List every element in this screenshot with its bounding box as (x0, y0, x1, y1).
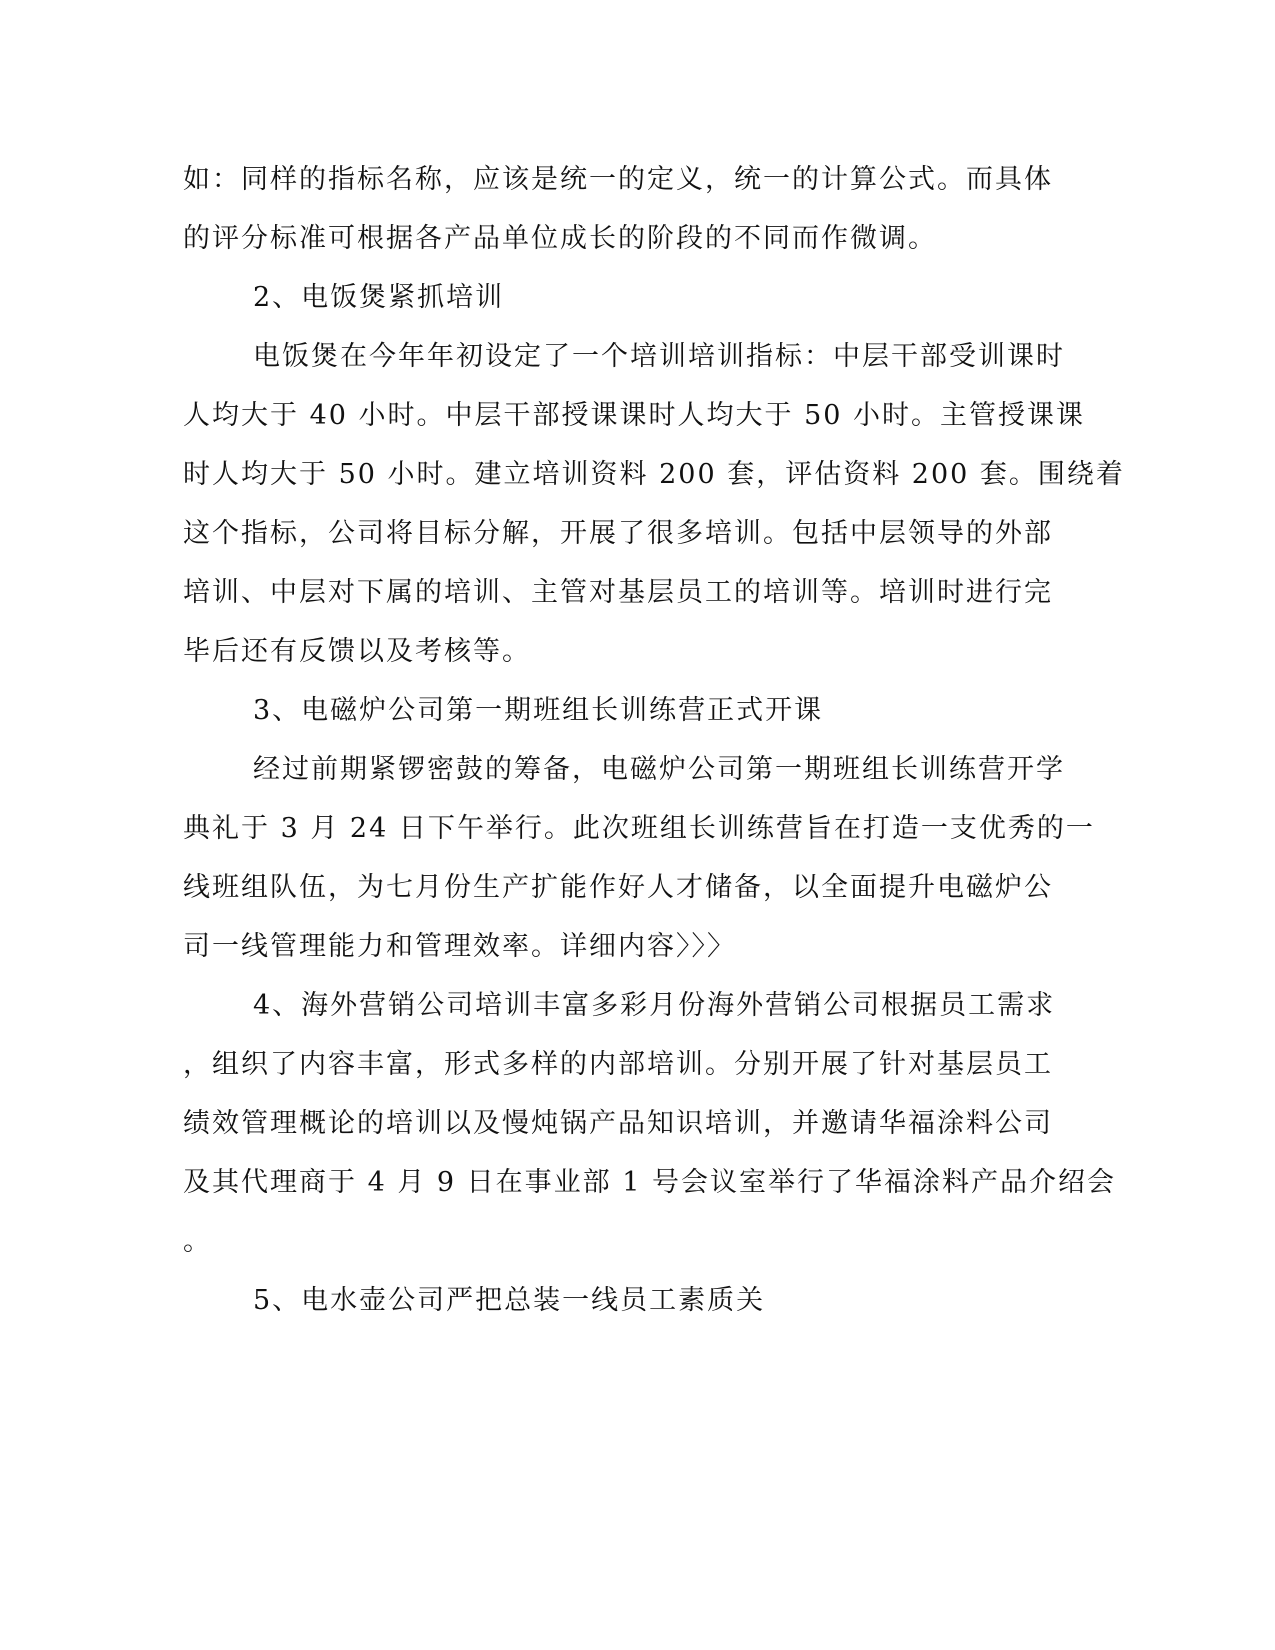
text-line: 典礼于 3 月 24 日下午举行。此次班组长训练营旨在打造一支优秀的一 (183, 813, 1095, 844)
section-heading: 2、电饭煲紧抓培训 (253, 282, 505, 313)
text-line: 如：同样的指标名称，应该是统一的定义，统一的计算公式。而具体 (183, 164, 1053, 195)
text-line: 人均大于 40 小时。中层干部授课课时人均大于 50 小时。主管授课课 (183, 400, 1086, 431)
text-line: 的评分标准可根据各产品单位成长的阶段的不同而作微调。 (183, 223, 937, 254)
text-line: 培训、中层对下属的培训、主管对基层员工的培训等。培训时进行完 (183, 577, 1053, 608)
text-line: 绩效管理概论的培训以及慢炖锅产品知识培训，并邀请华福涂料公司 (183, 1108, 1053, 1139)
text-line: ，组织了内容丰富，形式多样的内部培训。分别开展了针对基层员工 (183, 1049, 1053, 1080)
text-line: 电饭煲在今年年初设定了一个培训培训指标：中层干部受训课时 (253, 341, 1065, 372)
section-heading: 5、电水壶公司严把总装一线员工素质关 (253, 1285, 766, 1316)
text-line: 司一线管理能力和管理效率。详细内容〉〉〉 (183, 931, 736, 962)
text-line: 这个指标，公司将目标分解，开展了很多培训。包括中层领导的外部 (183, 518, 1053, 549)
text-line: 及其代理商于 4 月 9 日在事业部 1 号会议室举行了华福涂料产品介绍会 (183, 1167, 1117, 1198)
document-body (183, 160, 1125, 1340)
text-line: 。 (183, 1226, 212, 1257)
text-line: 线班组队伍，为七月份生产扩能作好人才储备，以全面提升电磁炉公 (183, 872, 1053, 903)
text-line: 时人均大于 50 小时。建立培训资料 200 套，评估资料 200 套。围绕着 (183, 459, 1125, 490)
text-line: 毕后还有反馈以及考核等。 (183, 636, 531, 667)
section-heading: 3、电磁炉公司第一期班组长训练营正式开课 (253, 695, 824, 726)
text-line: 经过前期紧锣密鼓的筹备，电磁炉公司第一期班组长训练营开学 (253, 754, 1065, 785)
section-heading: 4、海外营销公司培训丰富多彩月份海外营销公司根据员工需求 (253, 990, 1056, 1021)
